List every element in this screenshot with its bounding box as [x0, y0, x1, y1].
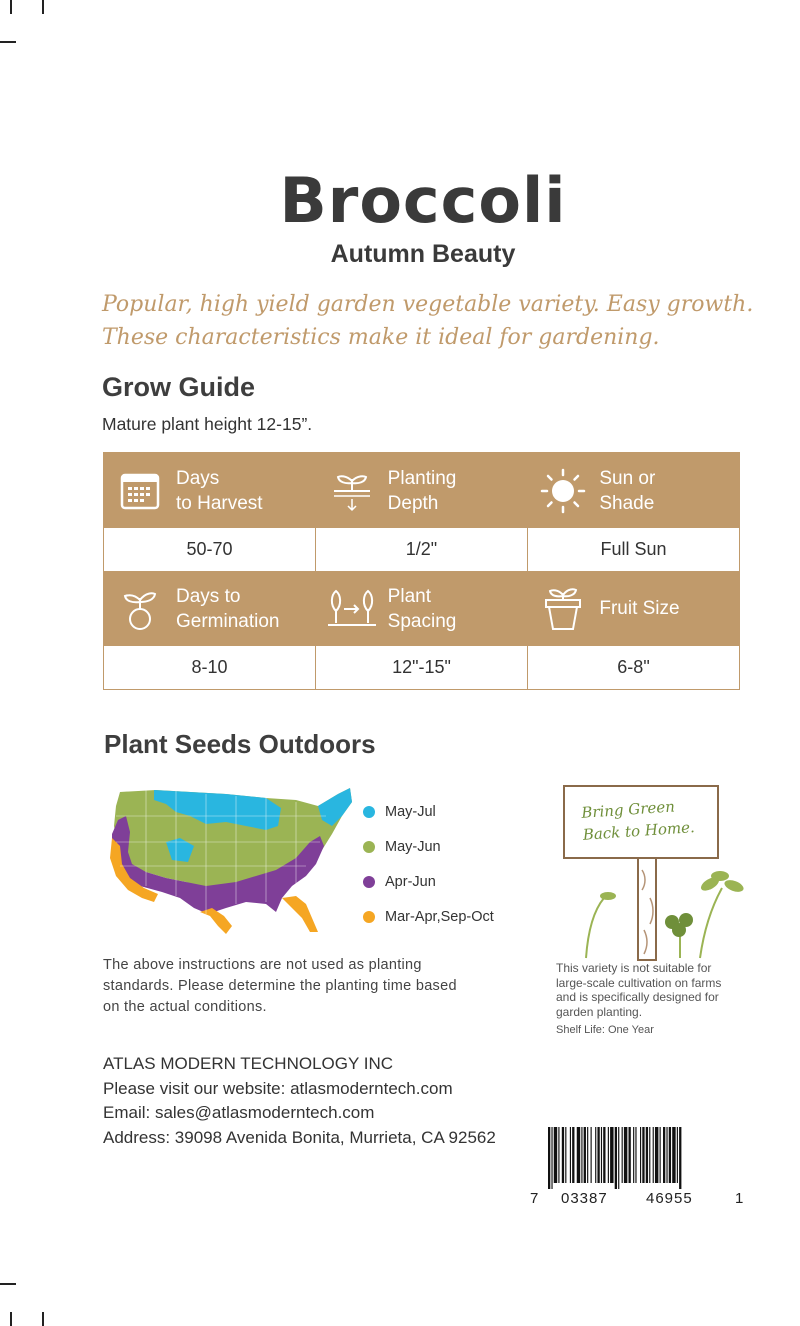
barcode-bar: [640, 1127, 641, 1183]
header-planting-depth: [316, 453, 528, 528]
barcode-lead-digit: 7: [530, 1190, 539, 1207]
barcode-bar: [663, 1127, 665, 1183]
company-info: [103, 1052, 496, 1150]
calendar-icon: [104, 472, 176, 510]
barcode-bar: [584, 1127, 586, 1183]
header-label: to Harvest: [176, 492, 263, 514]
barcode-bar: [669, 1127, 671, 1183]
header-sun-or-shade: [527, 453, 739, 528]
legend-item: [363, 899, 494, 934]
barcode-bar: [577, 1127, 580, 1183]
note-line: and is specifically designed for: [556, 990, 719, 1004]
barcode-bar: [642, 1127, 644, 1183]
note-line: garden planting.: [556, 1004, 643, 1019]
barcode-bar: [551, 1127, 552, 1189]
barcode-bar: [660, 1127, 661, 1183]
header-label: Sun or: [599, 467, 656, 489]
legend-dot: [363, 911, 375, 923]
barcode: [546, 1127, 728, 1194]
barcode-bar: [587, 1127, 588, 1183]
barcode-bar: [570, 1127, 571, 1183]
header-fruit-size: [527, 571, 739, 646]
disclaimer-line: on the actual conditions.: [103, 999, 267, 1015]
barcode-bar: [565, 1127, 566, 1183]
header-label: Spacing: [387, 610, 457, 632]
table-header-row: [104, 571, 739, 646]
value-sun-or-shade: Full Sun: [600, 539, 667, 559]
barcode-bar: [615, 1127, 617, 1189]
barcode-bar: [655, 1127, 658, 1183]
bring-green-sign-illustration: [560, 780, 760, 970]
barcode-bar: [595, 1127, 596, 1183]
barcode-bar: [653, 1127, 654, 1183]
value-plant-spacing: 12"-15": [316, 646, 528, 689]
tagline-line: These characteristics make it ideal for gardening.: [102, 325, 660, 350]
company-address: Address: 39098 Avenida Bonita, Murrieta, CA 92562: [103, 1127, 496, 1147]
barcode-bar: [608, 1127, 609, 1183]
sign-line: Bring Green: [580, 797, 676, 822]
barcode-bar: [558, 1127, 559, 1183]
header-days-to-germination: [104, 571, 316, 646]
germination-icon: [104, 586, 176, 632]
grow-guide-heading: Grow Guide: [102, 372, 256, 402]
barcode-bar: [622, 1127, 623, 1183]
note-line: This variety is not suitable for: [556, 961, 712, 975]
sun-icon: [527, 467, 599, 515]
barcode-bar: [635, 1127, 636, 1183]
barcode-bar: [672, 1127, 675, 1183]
barcode-bar: [633, 1127, 634, 1183]
barcode-bar: [572, 1127, 574, 1183]
barcode-bar: [679, 1127, 681, 1189]
value-days-to-harvest: 50-70: [104, 528, 316, 571]
product-variety: Autumn Beauty: [330, 240, 516, 268]
barcode-group-left: 03387: [561, 1190, 608, 1207]
crop-mark: [0, 41, 16, 43]
map-legend: [363, 794, 494, 934]
header-label: Fruit Size: [599, 598, 680, 619]
header-label: Shade: [599, 492, 655, 514]
company-name: ATLAS MODERN TECHNOLOGY INC: [103, 1054, 393, 1073]
barcode-bar: [548, 1127, 550, 1189]
barcode-bar: [601, 1127, 602, 1183]
header-label: Germination: [176, 610, 280, 632]
value-fruit-size: 6-8": [617, 657, 650, 677]
grow-guide-table: [103, 452, 740, 690]
map-region-mar-apr-sep-oct: [200, 908, 232, 934]
mature-height: Mature plant height 12-15”.: [102, 414, 313, 434]
table-header-row: [104, 453, 739, 528]
plant-seeds-outdoors-heading: Plant Seeds Outdoors: [104, 729, 376, 759]
note-line: large-scale cultivation on farms: [556, 975, 722, 990]
barcode-bar: [554, 1127, 557, 1183]
product-title: Broccoli: [279, 164, 567, 237]
legend-label: Apr-Jun: [385, 873, 436, 890]
header-label: Plant: [387, 585, 431, 607]
company-website: Please visit our website: atlasmoderntech.com: [103, 1078, 453, 1098]
map-region-mar-apr-sep-oct: [282, 896, 318, 932]
header-label: Planting: [387, 467, 457, 489]
legend-label: May-Jun: [385, 838, 441, 855]
header-label: Days to: [176, 585, 241, 607]
header-label: Days: [176, 467, 220, 489]
barcode-bar: [618, 1127, 619, 1189]
header-label: Depth: [387, 492, 439, 514]
disclaimer-line: standards. Please determine the planting time based: [103, 978, 457, 994]
value-planting-depth: 1/2": [316, 528, 528, 571]
barcode-check-digit: 1: [735, 1190, 744, 1207]
us-planting-map: [106, 786, 356, 941]
barcode-bar: [581, 1127, 582, 1183]
legend-label: May-Jul: [385, 803, 436, 820]
barcode-bar: [562, 1127, 564, 1183]
barcode-group-right: 46955: [646, 1190, 693, 1207]
barcode-bar: [624, 1127, 627, 1183]
barcode-bar: [629, 1127, 631, 1183]
map-region-may-jul: [318, 788, 352, 826]
barcode-bar: [597, 1127, 599, 1183]
legend-item: [363, 794, 494, 829]
crop-mark: [0, 1283, 16, 1285]
legend-dot: [363, 806, 375, 818]
crop-mark: [10, 1312, 12, 1326]
crop-mark: [42, 1312, 44, 1326]
barcode-bar: [649, 1127, 650, 1183]
shelf-life: Shelf Life: One Year: [556, 1024, 654, 1036]
barcode-bar: [603, 1127, 605, 1183]
sign-text: [581, 794, 696, 846]
variety-note: [556, 961, 721, 1038]
spacing-icon: [316, 587, 388, 631]
crop-mark: [10, 0, 12, 14]
crop-mark: [42, 0, 44, 14]
legend-label: Mar-Apr,Sep-Oct: [385, 908, 494, 925]
sign-line: Back to Home.: [582, 818, 696, 844]
planting-disclaimer: [103, 955, 457, 1018]
seedling-depth-icon: [316, 469, 388, 513]
value-days-to-germination: 8-10: [104, 646, 316, 689]
barcode-bar: [666, 1127, 667, 1183]
legend-dot: [363, 841, 375, 853]
legend-item: [363, 829, 494, 864]
barcode-bar: [677, 1127, 678, 1183]
company-email: Email: sales@atlasmoderntech.com: [103, 1103, 375, 1122]
pot-icon: [527, 585, 599, 633]
legend-item: [363, 864, 494, 899]
product-tagline: [102, 288, 753, 354]
barcode-bar: [591, 1127, 592, 1183]
barcode-bar: [610, 1127, 613, 1183]
table-value-row: [104, 528, 739, 571]
table-value-row: [104, 646, 739, 689]
header-plant-spacing: [316, 571, 528, 646]
disclaimer-line: The above instructions are not used as planting: [103, 957, 422, 973]
header-days-to-harvest: [104, 453, 316, 528]
tagline-line: Popular, high yield garden vegetable variety. Easy growth.: [102, 292, 754, 317]
barcode-bar: [646, 1127, 648, 1183]
legend-dot: [363, 876, 375, 888]
